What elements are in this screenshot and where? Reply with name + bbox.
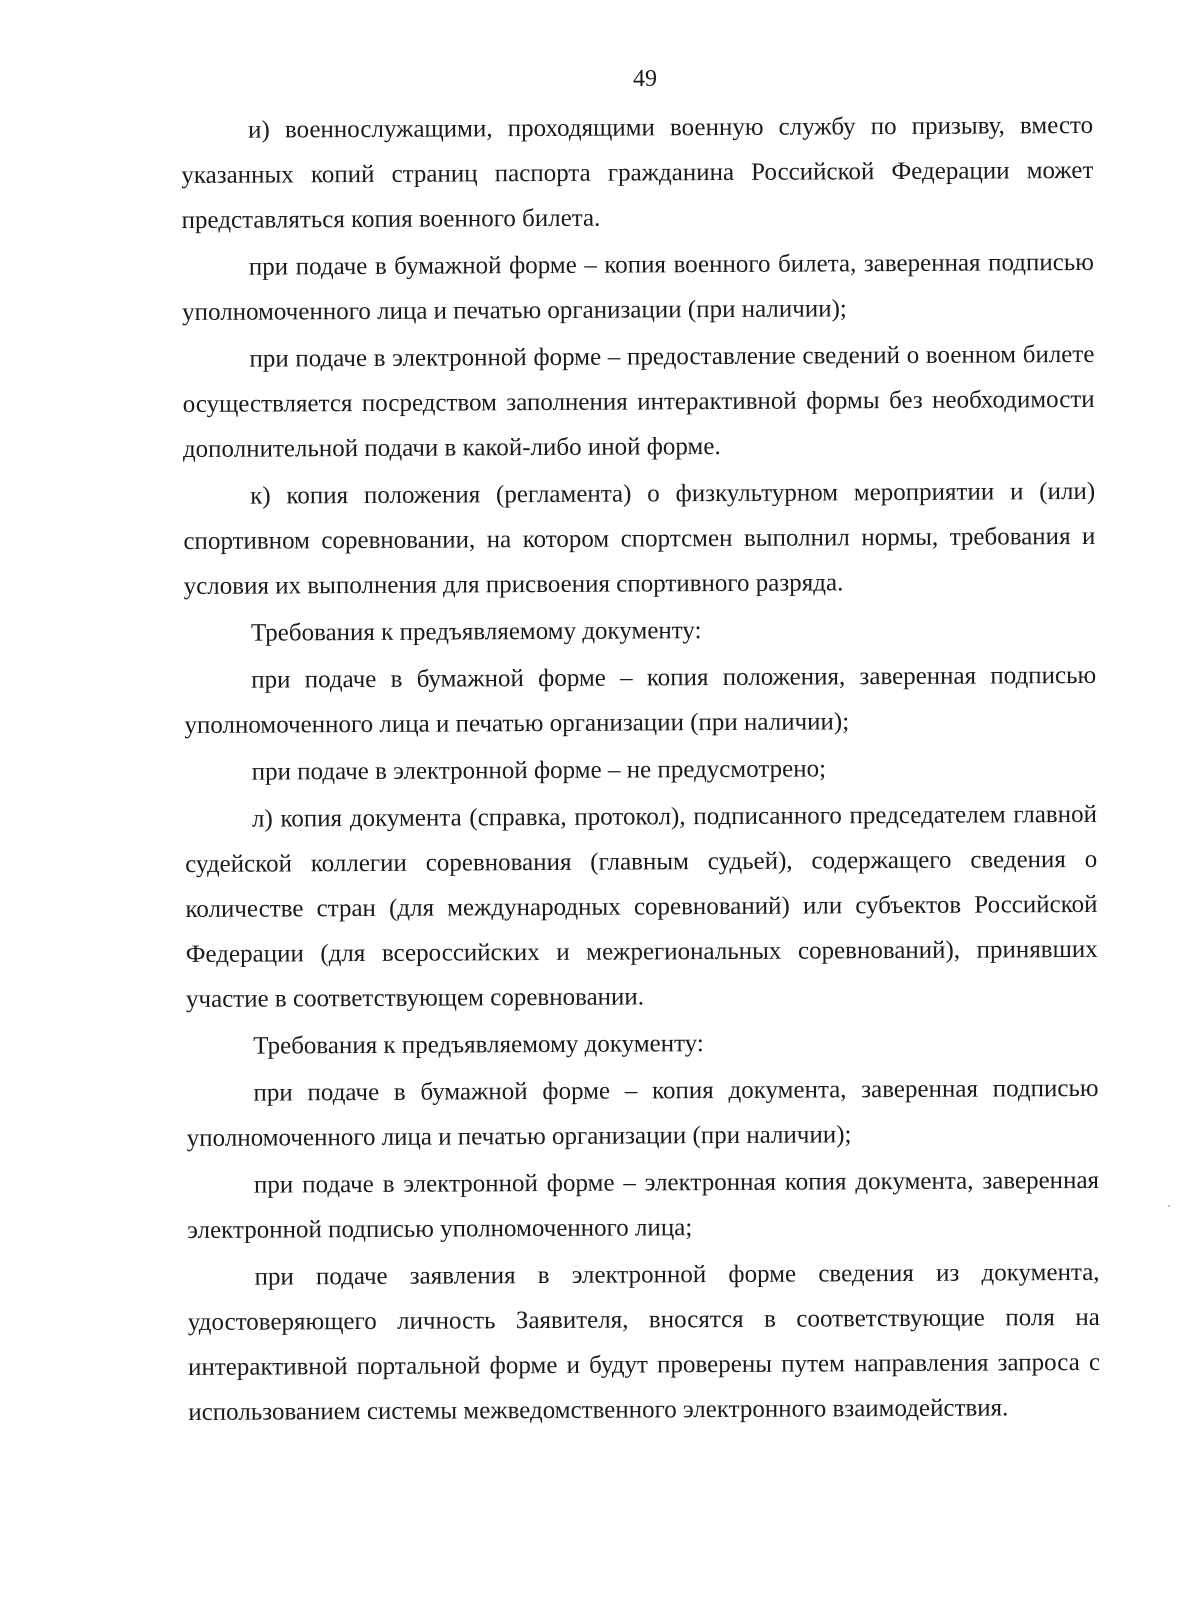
paragraph-requirements-heading-2: Требования к предъявляемому документу: bbox=[253, 1030, 704, 1060]
document-body bbox=[181, 103, 1100, 1435]
paragraph-military-id: и) военнослужащими, проходящими военную службу по призыву, вместо указанных копий страниц паспорта гражданина Российской Федерации может представляться копия военного билета. bbox=[181, 111, 1094, 234]
paragraph-regulation-electronic: при подаче в электронной форме – не предусмотрено; bbox=[251, 755, 827, 786]
paragraph-regulation-copy: к) копия положения (регламента) о физкультурном мероприятии и (или) спортивном соревновании, на котором спортсмен выполнил нормы, требования и условия их выполнения для присвоения спортивного разряда. bbox=[183, 477, 1096, 600]
paragraph-military-electronic: при подаче в электронной форме – предоставление сведений о военном билете осуществляется посредством заполнения интерактивной формы без необходимости дополнительной подачи в какой-либо иной форме. bbox=[182, 340, 1095, 463]
paragraph-regulation-paper: при подаче в бумажной форме – копия положения, заверенная подписью уполномоченного лица и печатью организации (при наличии); bbox=[184, 661, 1097, 739]
paragraph-identity-check: при подаче заявления в электронной форме сведения из документа, удостоверяющего личность Заявителя, вносятся в соответствующие поля на интерактивной портальной форме и будут проверены путем направления запроса с использованием системы межведомственного электронного взаимодействия. bbox=[187, 1258, 1101, 1426]
paragraph-judge-document: л) копия документа (справка, протокол), подписанного председателем главной судейской коллегии соревнования (главным судьей), содержащего сведения о количестве стран (для международных соревнований) или субъектов Российской Федерации (для всероссийских и межрегиональных соревнований), принявших участие в соответствующем соревновании. bbox=[185, 800, 1098, 1013]
paragraph-document-electronic: при подаче в электронной форме – электронная копия документа, заверенная электронной подписью уполномоченного лица; bbox=[187, 1166, 1100, 1244]
paragraph-document-paper: при подаче в бумажной форме – копия документа, заверенная подписью уполномоченного лица и печатью организации (при наличии); bbox=[186, 1074, 1099, 1152]
page-number: 49 bbox=[633, 66, 657, 92]
scan-speck bbox=[1168, 1205, 1170, 1207]
paragraph-requirements-heading: Требования к предъявляемому документу: bbox=[250, 617, 702, 647]
paragraph-military-paper: при подаче в бумажной форме – копия военного билета, заверенная подписью уполномоченного лица и печатью организации (при наличии); bbox=[182, 248, 1094, 326]
